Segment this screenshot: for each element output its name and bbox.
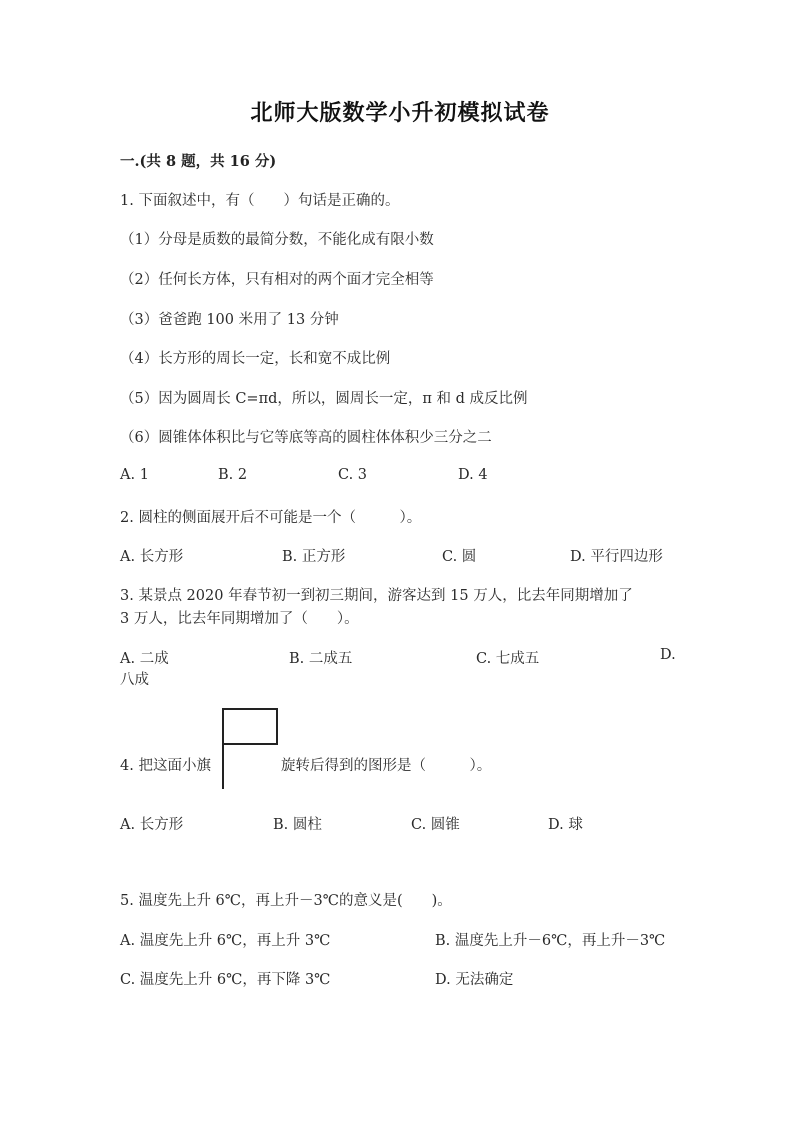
question-5-option-d: D. 无法确定 xyxy=(435,972,514,988)
question-2-option-c: C. 圆 xyxy=(442,549,477,565)
question-3-stem-line-2: 3 万人，比去年同期增加了（ ）。 xyxy=(120,611,359,627)
question-5-option-c: C. 温度先上升 6℃，再下降 3℃ xyxy=(120,972,331,988)
question-1-option-b: B. 2 xyxy=(218,467,248,483)
question-1-statement-6: （6）圆锥体体积比与它等底等高的圆柱体体积少三分之二 xyxy=(120,430,492,446)
question-1-stem: 1. 下面叙述中，有（ ）句话是正确的。 xyxy=(120,193,400,209)
section-header: 一.(共 8 题，共 16 分) xyxy=(120,153,277,170)
question-3-option-d: D. xyxy=(660,647,676,663)
question-3-stem-line-1: 3. 某景点 2020 年春节初一到初三期间，游客达到 15 万人，比去年同期增加了 xyxy=(120,588,633,604)
question-1-option-a: A. 1 xyxy=(120,467,149,483)
question-4-stem-after: 旋转后得到的图形是（ ）。 xyxy=(281,758,492,774)
question-4-option-a: A. 长方形 xyxy=(120,817,184,833)
question-3-option-c: C. 七成五 xyxy=(476,651,540,667)
question-4-option-d: D. 球 xyxy=(548,817,583,833)
question-2-option-a: A. 长方形 xyxy=(120,549,184,565)
question-5-stem: 5. 温度先上升 6℃，再上升－3℃的意义是( )。 xyxy=(120,893,452,909)
question-1-option-c: C. 3 xyxy=(338,467,368,483)
question-4-stem-before: 4. 把这面小旗 xyxy=(120,758,211,774)
question-4-option-c: C. 圆锥 xyxy=(411,817,460,833)
question-1-statement-4: （4）长方形的周长一定，长和宽不成比例 xyxy=(120,351,391,367)
page-title: 北师大版数学小升初模拟试卷 xyxy=(250,100,550,126)
question-2-option-d: D. 平行四边形 xyxy=(570,549,663,565)
question-3-option-b: B. 二成五 xyxy=(289,651,353,667)
question-2-stem: 2. 圆柱的侧面展开后不可能是一个（ ）。 xyxy=(120,510,422,526)
question-1-statement-3: （3）爸爸跑 100 米用了 13 分钟 xyxy=(120,312,339,328)
question-1-statement-1: （1）分母是质数的最简分数，不能化成有限小数 xyxy=(120,232,434,248)
question-3-option-a: A. 二成 xyxy=(120,651,169,667)
question-3-option-d-wrap: 八成 xyxy=(120,672,149,688)
question-5-option-b: B. 温度先上升－6℃，再上升－3℃ xyxy=(435,933,666,949)
question-1-option-d: D. 4 xyxy=(458,467,488,483)
question-4-option-b: B. 圆柱 xyxy=(273,817,322,833)
question-5-option-a: A. 温度先上升 6℃，再上升 3℃ xyxy=(120,933,331,949)
question-2-option-b: B. 正方形 xyxy=(282,549,346,565)
question-1-statement-2: （2）任何长方体，只有相对的两个面才完全相等 xyxy=(120,272,434,288)
flag-figure-icon xyxy=(220,707,282,791)
question-1-statement-5: （5）因为圆周长 C=πd，所以，圆周长一定，π 和 d 成反比例 xyxy=(120,391,528,407)
